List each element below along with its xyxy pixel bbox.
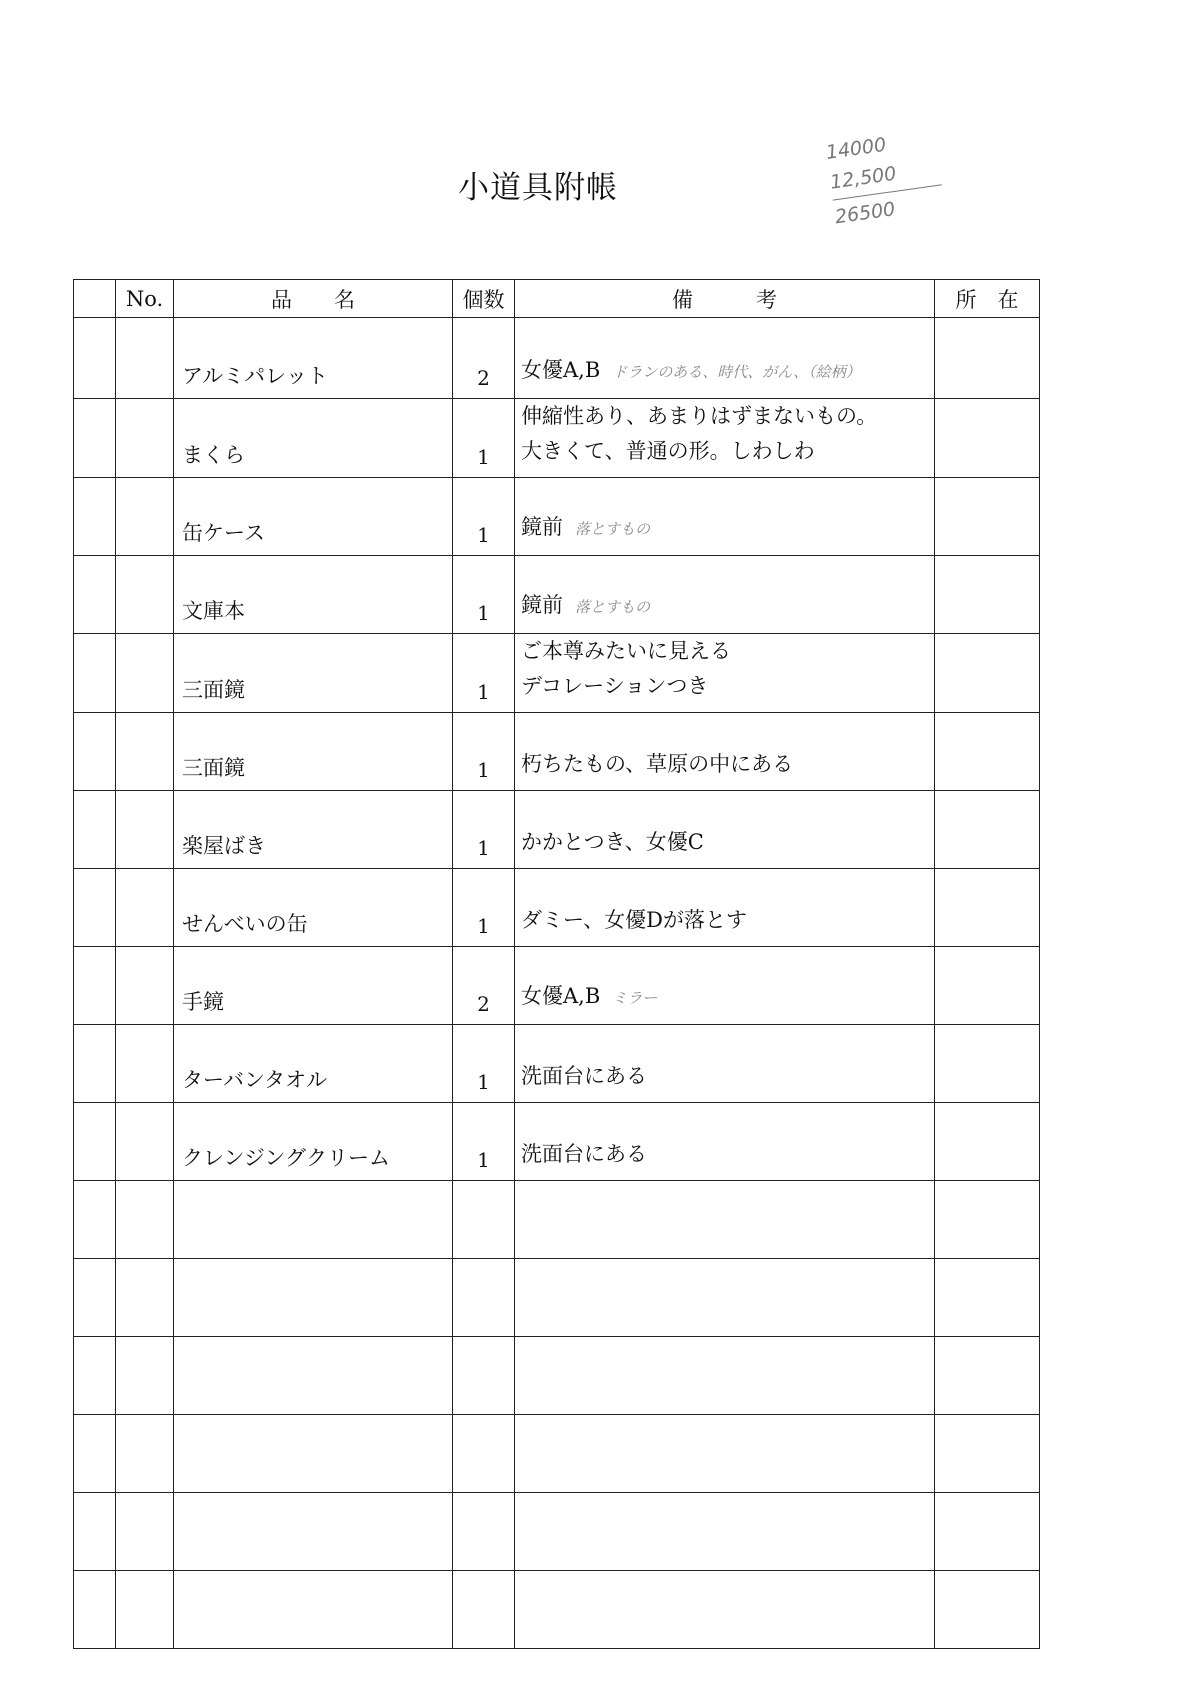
item-name: まくら [174,399,453,478]
item-qty [453,1571,515,1649]
item-qty: 2 [453,318,515,399]
item-location [935,947,1040,1025]
item-location [935,869,1040,947]
item-remark [515,869,935,947]
no-cell [116,1493,174,1571]
item-name: 楽屋ばき [174,791,453,869]
item-qty: 1 [453,791,515,869]
table-row [74,478,1040,556]
item-location [935,1259,1040,1337]
item-remark [515,791,935,869]
table-row [74,1103,1040,1181]
remark-line [521,1371,934,1406]
no-cell [116,1337,174,1415]
remark-line [521,1449,934,1484]
item-remark [515,1415,935,1493]
no-cell [116,634,174,713]
table-row [74,713,1040,791]
item-location [935,713,1040,791]
remark-line: かかとつき、女優C [521,830,704,854]
item-name [174,1493,453,1571]
item-name: 文庫本 [174,556,453,634]
item-name [174,1337,453,1415]
table-row [74,1025,1040,1103]
handwritten-note: 落とすもの [575,598,651,616]
item-name: アルミパレット [174,318,453,399]
remark-line: 洗面台にある [521,1142,647,1166]
header-location: 所 在 [935,280,1040,318]
item-remark [515,1025,935,1103]
item-qty [453,1493,515,1571]
table-row [74,634,1040,713]
margin-number: 14000 [824,133,888,164]
item-location [935,1571,1040,1649]
margin-number: 12,500 [828,162,898,194]
check-cell [74,399,116,478]
item-remark [515,478,935,556]
document-title: 小道具附帳 [458,170,618,206]
item-location [935,1493,1040,1571]
no-cell [116,1571,174,1649]
item-remark [515,713,935,791]
item-remark [515,1337,935,1415]
remark-line: ご本尊みたいに見える [521,639,731,663]
item-remark [515,556,935,634]
table-row [74,1571,1040,1649]
item-location [935,1025,1040,1103]
no-cell [116,1259,174,1337]
props-table [73,279,1040,1649]
item-remark [515,1493,935,1571]
remark-line [521,318,934,353]
item-qty: 1 [453,1103,515,1181]
check-cell [74,713,116,791]
item-remark [515,318,935,399]
remark-line: 大きくて、普通の形。しわしわ [521,439,815,463]
table-row [74,556,1040,634]
item-location [935,791,1040,869]
item-name [174,1181,453,1259]
item-location [935,1103,1040,1181]
no-cell [116,399,174,478]
item-name [174,1571,453,1649]
margin-number: 26500 [833,198,897,229]
item-qty: 1 [453,478,515,556]
item-qty: 2 [453,947,515,1025]
remark-line: 伸縮性あり、あまりはずまないもの。 [521,404,878,428]
no-cell [116,556,174,634]
remark-line [521,1527,934,1562]
item-name: 三面鏡 [174,713,453,791]
item-name: せんべいの缶 [174,869,453,947]
table-row [74,318,1040,399]
check-cell [74,1025,116,1103]
remark-line: 鏡前 落とすもの [521,593,651,617]
table-row [74,791,1040,869]
item-qty: 1 [453,1025,515,1103]
handwritten-note: 落とすもの [575,520,651,538]
remark-line: 洗面台にある [521,1064,647,1088]
header-remark: 備 考 [515,280,935,318]
header-name: 品 名 [174,280,453,318]
remark-line: 鏡前 落とすもの [521,515,651,539]
item-remark [515,1181,935,1259]
check-cell [74,1415,116,1493]
no-cell [116,318,174,399]
item-remark [515,399,935,478]
item-qty: 1 [453,713,515,791]
no-cell [116,1025,174,1103]
item-qty [453,1259,515,1337]
no-cell [116,478,174,556]
check-cell [74,556,116,634]
remark-line: 朽ちたもの、草原の中にある [521,752,794,776]
item-name: クレンジングクリーム [174,1103,453,1181]
item-location [935,634,1040,713]
item-remark [515,947,935,1025]
check-cell [74,1181,116,1259]
item-name [174,1259,453,1337]
item-name: 缶ケース [174,478,453,556]
margin-calculation [824,119,976,233]
item-qty: 1 [453,869,515,947]
check-cell [74,1493,116,1571]
item-qty [453,1415,515,1493]
remark-line [521,1605,934,1640]
table-row [74,1337,1040,1415]
no-cell [116,791,174,869]
item-qty [453,1181,515,1259]
remark-line: 女優A,B ミラー [521,984,658,1008]
header-no: No. [116,280,174,318]
item-qty: 1 [453,556,515,634]
no-cell [116,869,174,947]
table-row [74,1415,1040,1493]
table-row [74,399,1040,478]
check-cell [74,478,116,556]
item-remark [515,1103,935,1181]
header-check [74,280,116,318]
item-qty: 1 [453,634,515,713]
no-cell [116,1103,174,1181]
no-cell [116,1415,174,1493]
check-cell [74,1103,116,1181]
header-qty: 個数 [453,280,515,318]
handwritten-note: ドランのある、時代、がん、（絵柄） [612,363,861,381]
table-row [74,1493,1040,1571]
remark-line: ダミー、女優Dが落とす [521,908,747,932]
item-location [935,556,1040,634]
remark-line: 女優A,B ドランのある、時代、がん、（絵柄） [521,358,861,382]
item-location [935,1337,1040,1415]
header-row [74,280,1040,318]
check-cell [74,869,116,947]
item-location [935,318,1040,399]
no-cell [116,713,174,791]
no-cell [116,1181,174,1259]
item-remark [515,1571,935,1649]
check-cell [74,1571,116,1649]
item-location [935,399,1040,478]
item-qty: 1 [453,399,515,478]
handwritten-note: ミラー [612,989,658,1007]
item-location [935,1181,1040,1259]
item-location [935,478,1040,556]
check-cell [74,947,116,1025]
item-remark [515,1259,935,1337]
table-row [74,1181,1040,1259]
table-row [74,869,1040,947]
item-location [935,1415,1040,1493]
no-cell [116,947,174,1025]
check-cell [74,791,116,869]
table-row [74,1259,1040,1337]
item-name [174,1415,453,1493]
table-row [74,947,1040,1025]
remark-line [521,1293,934,1328]
check-cell [74,1259,116,1337]
item-qty [453,1337,515,1415]
check-cell [74,634,116,713]
check-cell [74,318,116,399]
check-cell [74,1337,116,1415]
item-remark [515,634,935,713]
item-name: ターバンタオル [174,1025,453,1103]
item-name: 三面鏡 [174,634,453,713]
remark-line: デコレーションつき [521,674,709,698]
remark-line [521,1215,934,1250]
item-name: 手鏡 [174,947,453,1025]
